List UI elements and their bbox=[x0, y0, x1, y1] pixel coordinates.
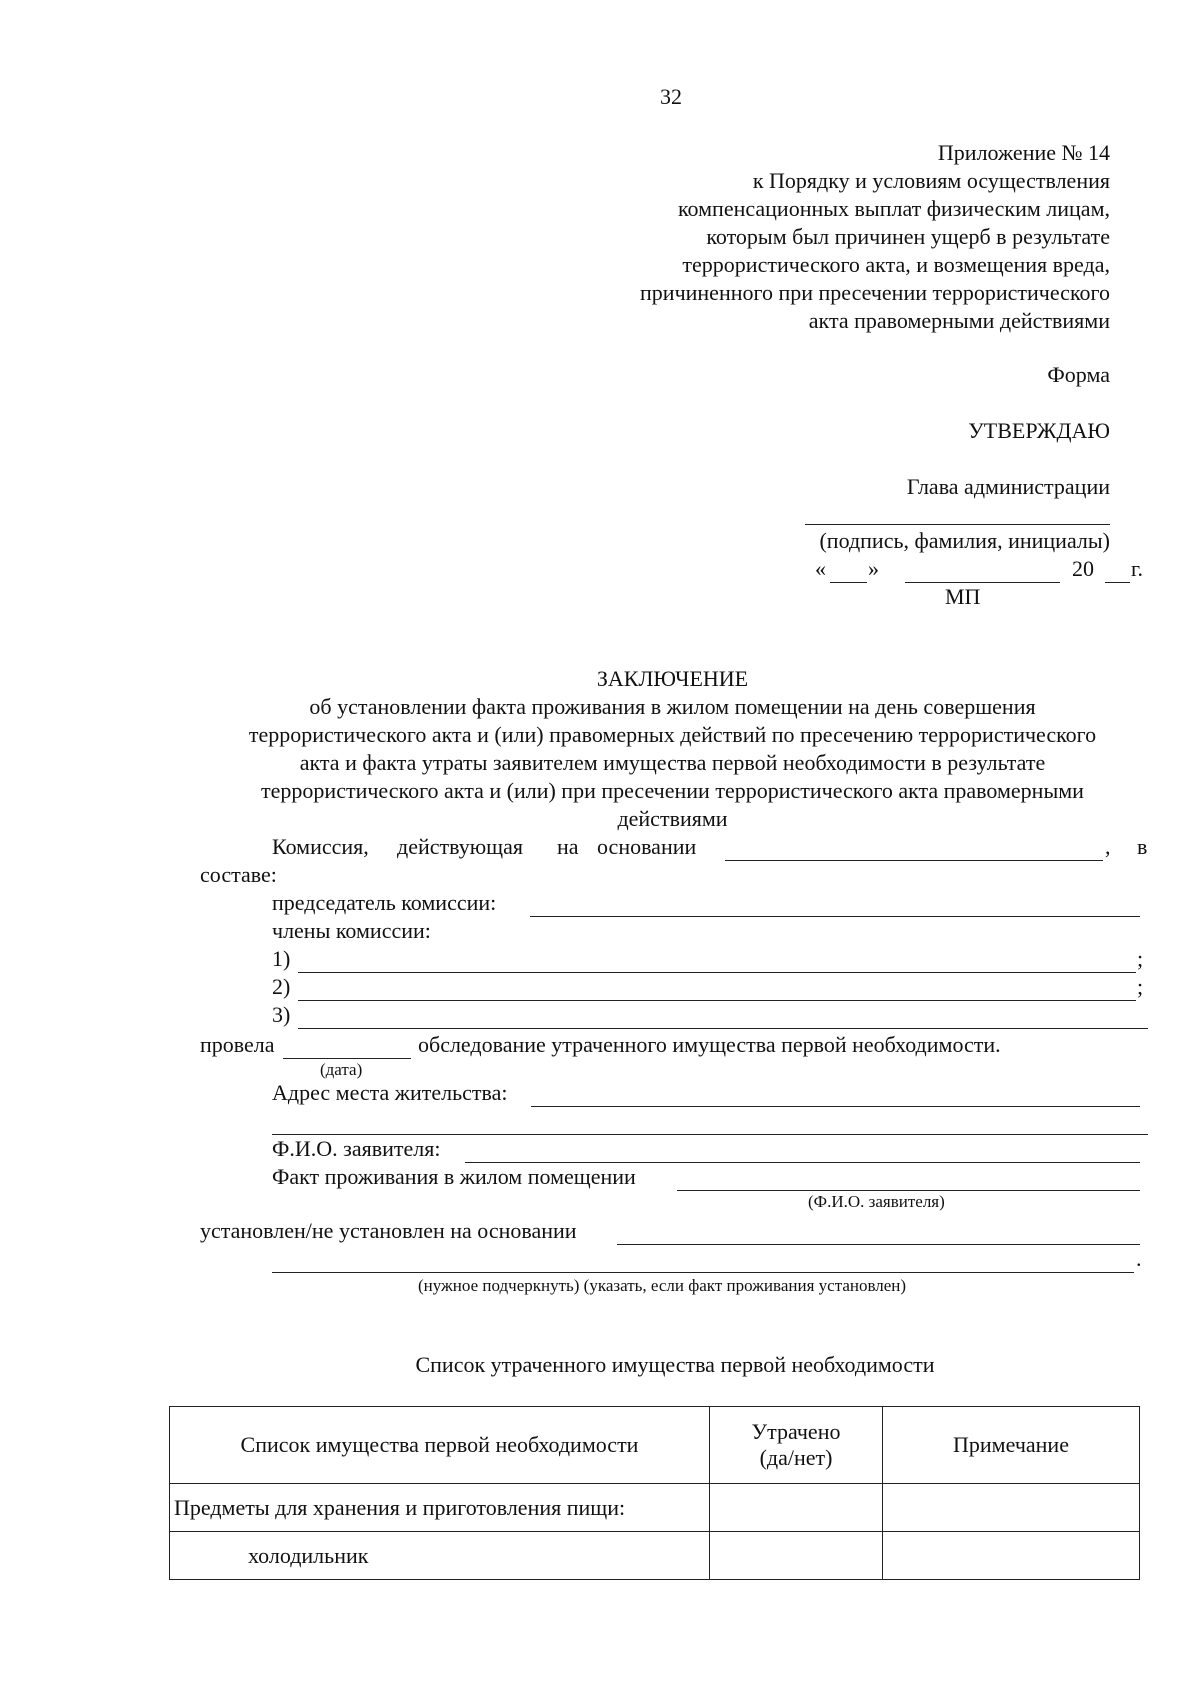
header-lost bbox=[710, 1407, 883, 1484]
address-field-continued[interactable] bbox=[272, 1134, 1148, 1135]
member-1-field[interactable] bbox=[298, 972, 1136, 973]
appendix-line-1: Приложение № 14 bbox=[937, 140, 1110, 165]
established-basis-field-continued[interactable] bbox=[272, 1272, 1134, 1273]
subtitle-line-3: акта и факта утраты заявителем имущества первой необходимости в результате bbox=[299, 750, 1046, 775]
underline-caption: (нужное подчеркнуть) (указать, если факт проживания установлен) bbox=[418, 1276, 907, 1295]
appendix-line-4: которым был причинен ущерб в результате bbox=[706, 224, 1110, 249]
applicant-name-field[interactable] bbox=[465, 1162, 1140, 1163]
commission-word-4: основании bbox=[597, 834, 697, 859]
commission-word-2: действующая bbox=[397, 834, 524, 859]
approver-position: Глава администрации bbox=[906, 474, 1110, 499]
member-number-3: 3) bbox=[272, 1002, 291, 1027]
residence-fact-label: Факт проживания в жилом помещении bbox=[272, 1164, 636, 1189]
inspection-text: обследование утраченного имущества первой необходимости. bbox=[418, 1032, 1001, 1057]
inspection-date-field[interactable] bbox=[283, 1058, 411, 1059]
date-open-quote: « bbox=[815, 556, 826, 581]
header-lost-line-2: (да/нет) bbox=[759, 1445, 833, 1470]
table-row bbox=[170, 1484, 1140, 1532]
date-year-prefix: 20 bbox=[1072, 556, 1094, 581]
address-label: Адрес места жительства: bbox=[272, 1080, 508, 1105]
appendix-line-6: причиненного при пресечении террористического bbox=[640, 280, 1110, 305]
table-row bbox=[170, 1532, 1140, 1580]
appendix-line-7: акта правомерными действиями bbox=[808, 308, 1110, 333]
date-year-suffix: г. bbox=[1131, 556, 1144, 581]
chairman-field[interactable] bbox=[530, 916, 1140, 917]
member-2-semicolon: ; bbox=[1137, 974, 1144, 999]
appendix-line-3: компенсационных выплат физическим лицам, bbox=[677, 196, 1110, 221]
subtitle-line-1: об установлении факта проживания в жилом помещении на день совершения bbox=[309, 694, 1036, 719]
list-title: Список утраченного имущества первой необходимости bbox=[415, 1352, 935, 1377]
applicant-caption: (Ф.И.О. заявителя) bbox=[808, 1192, 945, 1211]
member-number-2: 2) bbox=[272, 974, 291, 999]
member-2-field[interactable] bbox=[298, 1000, 1136, 1001]
document-title: ЗАКЛЮЧЕНИЕ bbox=[596, 666, 749, 691]
table-header-row bbox=[170, 1407, 1140, 1484]
established-label: установлен/не установлен на основании bbox=[200, 1218, 577, 1243]
header-note: Примечание bbox=[883, 1407, 1140, 1484]
date-month-field[interactable] bbox=[905, 582, 1060, 583]
row-note-cell[interactable] bbox=[883, 1532, 1140, 1580]
date-year-field[interactable] bbox=[1105, 582, 1130, 583]
conducted-label: провела bbox=[200, 1032, 275, 1057]
approve-heading: УТВЕРЖДАЮ bbox=[968, 418, 1110, 443]
row-lost-cell[interactable] bbox=[710, 1532, 883, 1580]
row-item: холодильник bbox=[170, 1532, 710, 1580]
header-property-list: Список имущества первой необходимости bbox=[170, 1407, 710, 1484]
date-close-quote: » bbox=[868, 556, 879, 581]
subtitle-line-4: террористического акта и (или) при пресечении террористического акта правомерными bbox=[261, 778, 1084, 803]
page-number: 32 bbox=[660, 84, 682, 109]
residence-fact-field[interactable] bbox=[677, 1190, 1140, 1191]
commission-comma: , bbox=[1105, 834, 1111, 859]
subtitle-line-2: террористического акта и (или) правомерных действий по пресечению террористического bbox=[248, 722, 1097, 747]
stamp-label: МП bbox=[945, 584, 981, 609]
members-label: члены комиссии: bbox=[272, 918, 431, 943]
final-dot: . bbox=[1136, 1246, 1142, 1271]
header-lost-line-1: Утрачено bbox=[751, 1419, 841, 1444]
row-lost-cell[interactable] bbox=[710, 1484, 883, 1532]
date-day-field[interactable] bbox=[830, 582, 867, 583]
appendix-line-5: террористического акта, и возмещения вреда, bbox=[682, 252, 1110, 277]
row-item: Предметы для хранения и приготовления пищи: bbox=[170, 1484, 710, 1532]
member-3-field[interactable] bbox=[298, 1028, 1148, 1029]
date-caption: (дата) bbox=[320, 1060, 363, 1079]
applicant-name-label: Ф.И.О. заявителя: bbox=[272, 1136, 441, 1161]
member-number-1: 1) bbox=[272, 946, 291, 971]
commission-basis-field[interactable] bbox=[725, 860, 1103, 861]
commission-word-1: Комиссия, bbox=[272, 834, 369, 859]
appendix-line-2: к Порядку и условиям осуществления bbox=[752, 168, 1110, 193]
address-field[interactable] bbox=[531, 1106, 1140, 1107]
signature-caption: (подпись, фамилия, инициалы) bbox=[819, 528, 1110, 553]
commission-word-3: на bbox=[557, 834, 579, 859]
property-table bbox=[169, 1406, 1140, 1580]
composition-label: составе: bbox=[200, 862, 277, 887]
subtitle-line-5: действиями bbox=[617, 806, 728, 831]
commission-v: в bbox=[1137, 834, 1148, 859]
signature-line[interactable] bbox=[805, 524, 1110, 525]
member-1-semicolon: ; bbox=[1137, 946, 1144, 971]
row-note-cell[interactable] bbox=[883, 1484, 1140, 1532]
established-basis-field[interactable] bbox=[617, 1244, 1140, 1245]
form-label: Форма bbox=[1047, 362, 1110, 387]
chairman-label: председатель комиссии: bbox=[272, 890, 497, 915]
